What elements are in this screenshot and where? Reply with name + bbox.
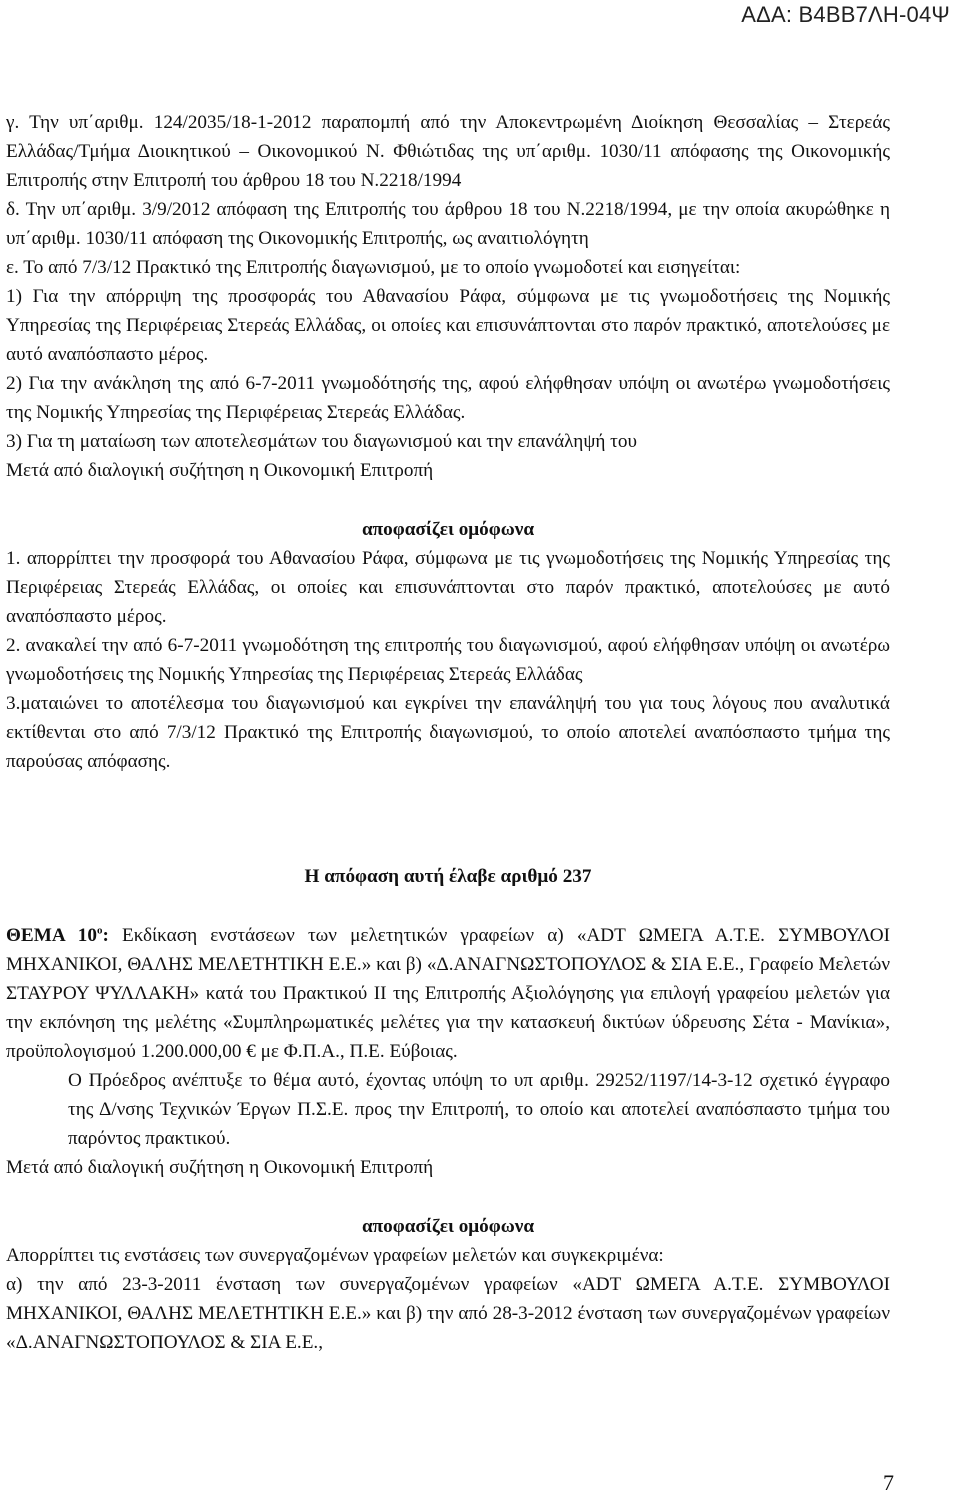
decision-heading-1: αποφασίζει ομόφωνα <box>361 519 535 540</box>
item-e: ε. Το από 7/3/12 Πρακτικό της Επιτροπής διαγωνισμού, με το οποίο γνωμοδοτεί και εισηγείται: <box>6 257 741 278</box>
discussion-1: Μετά από διαλογική συζήτηση η Οικονομική Επιτροπή <box>6 460 434 481</box>
page-number: 7 <box>883 1470 894 1495</box>
thema-paragraph <box>6 921 890 1066</box>
item-e3: 3) Για τη ματαίωση των αποτελεσμάτων του διαγωνισμού και την επανάληψή του <box>6 431 637 452</box>
decision-2-intro: Απορρίπτει τις ενστάσεις των συνεργαζομένων γραφείων μελετών και συγκεκριμένα: <box>6 1245 664 1266</box>
decision-heading-2: αποφασίζει ομόφωνα <box>361 1216 535 1237</box>
item-e2: 2) Για την ανάκληση της από 6-7-2011 γνωμοδότησής της, αφού ελήφθησαν υπόψη οι ανωτέρω γνωμοδοτήσεις της Νομικής Υπηρεσίας της Περιφέρειας Στερεάς Ελλάδας. <box>6 373 890 423</box>
decision-1-item-1: 1. απορρίπτει την προσφορά του Αθανασίου Ράφα, σύμφωνα με τις γνωμοδοτήσεις της Νομικής Υπηρεσίας της Περιφέρειας Στερεάς Ελλάδας, οι οποίες και επισυνάπτονται στο παρόν πρακτικό, αποτελούσες με αυτό αναπόσπαστο μέρος. <box>6 548 890 627</box>
decision-1-item-3: 3.ματαιώνει το αποτέλεσμα του διαγωνισμού και εγκρίνει την επανάληψή του για τους λόγους που αναλυτικά εκτίθενται στο από 7/3/12 Πρακτικό της Επιτροπής διαγωνισμού, το οποίο αποτελεί αναπόσπαστο τμήμα της παρούσας απόφασης. <box>6 693 890 772</box>
ada-code: ΑΔΑ: Β4ΒΒ7ΛΗ-04Ψ <box>741 2 950 27</box>
item-d: δ. Την υπ΄αριθμ. 3/9/2012 απόφαση της Επιτροπής του άρθρου 18 του Ν.2218/1994, με την οποία ακυρώθηκε η υπ΄αριθμ. 1030/11 απόφαση της Οικονομικής Επιτροπής, ως αναιτιολόγητη <box>6 199 890 249</box>
item-e1: 1) Για την απόρριψη της προσφοράς του Αθανασίου Ράφα, σύμφωνα με τις γνωμοδοτήσεις της Νομικής Υπηρεσίας της Περιφέρειας Στερεάς Ελλάδας, οι οποίες και επισυνάπτονται στο παρόν πρακτικό, αποτελούσες με αυτό αναπόσπαστο μέρος. <box>6 286 890 365</box>
thema-label: ΘΕΜΑ 10 <box>6 925 97 946</box>
decision-number: Η απόφαση αυτή έλαβε αριθμό 237 <box>304 866 592 887</box>
decision-1-item-2: 2. ανακαλεί την από 6-7-2011 γνωμοδότηση της επιτροπής του διαγωνισμού, αφού ελήφθησαν υπόψη οι ανωτέρω γνωμοδοτήσεις της Νομικής Υπηρεσίας της Περιφέρειας Στερεάς Ελλάδας <box>6 635 890 685</box>
document-body <box>6 108 890 1357</box>
decision-2-item-a: α) την από 23-3-2011 ένσταση των συνεργαζομένων γραφείων «ADT ΩΜΕΓΑ Α.Τ.Ε. ΣΥΜΒΟΥΛΟΙ ΜΗΧΑΝΙΚΟΙ, ΘΑΛΗΣ ΜΕΛΕΤΗΤΙΚΗ Ε.Ε.» και β) την από 28-3-2012 ένσταση των συνεργαζομένων γραφείων «Δ.ΑΝΑΓΝΩΣΤΟΠΟΥΛΟΣ & ΣΙΑ Ε.Ε., <box>6 1274 890 1353</box>
thema-text: Εκδίκαση ενστάσεων των μελετητικών γραφείων α) «ADT ΩΜΕΓΑ Α.Τ.Ε. ΣΥΜΒΟΥΛΟΙ ΜΗΧΑΝΙΚΟΙ, ΘΑΛΗΣ ΜΕΛΕΤΗΤΙΚΗ Ε.Ε.» και β) «Δ.ΑΝΑΓΝΩΣΤΟΠΟΥΛΟΣ & ΣΙΑ Ε.Ε., Γραφείο Μελετών ΣΤΑΥΡΟΥ ΨΥΛΛΑΚΗ» κατά του Πρακτικού ΙΙ της Επιτροπής Αξιολόγησης για επιλογή γραφείου μελετών για την εκπόνηση της μελέτης «Συμπληρωματικές μελέτες για την κατασκευή δικτύων ύδρευσης Σέτα - Μανίκια», προϋπολογισμού 1.200.000,00 € με Φ.Π.Α., Π.Ε. Εύβοιας. <box>6 925 890 1062</box>
item-g: γ. Την υπ΄αριθμ. 124/2035/18-1-2012 παραπομπή από την Αποκεντρωμένη Διοίκηση Θεσσαλίας – Στερεάς Ελλάδας/Τμήμα Διοικητικού – Οικονομικού Ν. Φθιώτιδας της υπ΄αριθμ. 1030/11 απόφασης της Οικονομικής Επιτροπής στην Επιτροπή του άρθρου 18 του Ν.2218/1994 <box>6 112 890 191</box>
thema-superscript: ο <box>96 924 103 937</box>
discussion-2: Μετά από διαλογική συζήτηση η Οικονομική Επιτροπή <box>6 1157 434 1178</box>
president-paragraph: Ο Πρόεδρος ανέπτυξε το θέμα αυτό, έχοντας υπόψη το υπ αριθμ. 29252/1197/14-3-12 σχετικό έγγραφο της Δ/νσης Τεχνικών Έργων Π.Σ.Ε. προς την Επιτροπή, το οποίο και αποτελεί αναπόσπαστο τμήμα του παρόντος πρακτικού. <box>68 1070 890 1149</box>
thema-colon: : <box>102 925 109 946</box>
